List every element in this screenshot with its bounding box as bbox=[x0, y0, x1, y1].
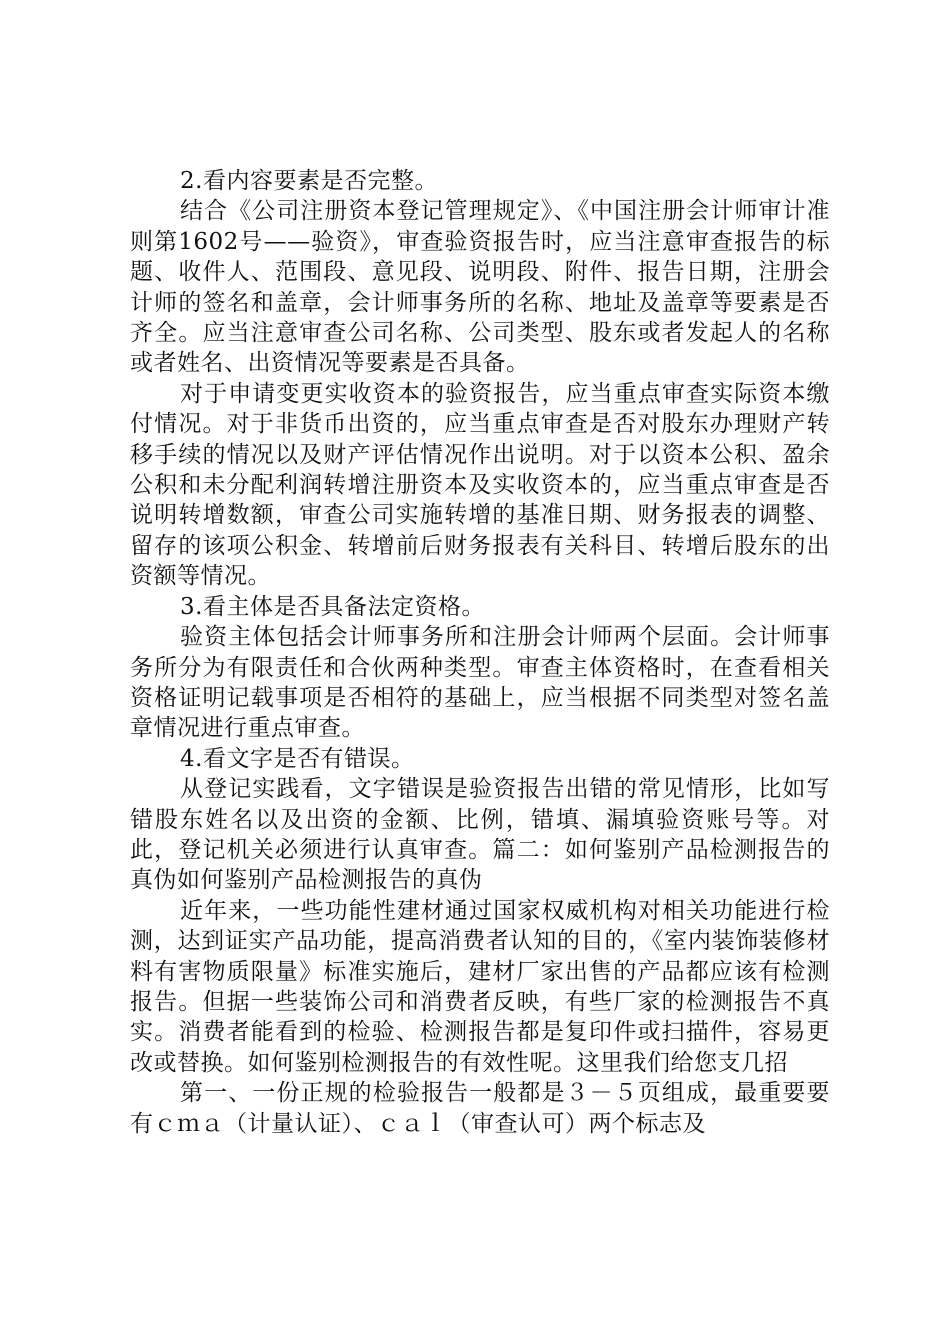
paragraph-verification-subject: 验资主体包括会计师事务所和注册会计师两个层面。会计师事务所分为有限责任和合伙两种类型。审查主体资格时，在查看相关资格证明记载事项是否相符的基础上，应当根据不同类型对签名盖章情况进行重点审查。 bbox=[130, 624, 830, 742]
paragraph-review-elements: 结合《公司注册资本登记管理规定》、《中国注册会计师审计准则第1602号——验资》，审查验资报告时，应当注意审查报告的标题、收件人、范围段、意见段、说明段、附件、报告日期，注册会计师的签名和盖章，会计师事务所的名称、地址及盖章等要素是否齐全。应当注意审查公司名称、公司类型、股东或者发起人的名称或者姓名、出资情况等要素是否具备。 bbox=[130, 198, 830, 377]
paragraph-first-tip: 第一、一份正规的检验报告一般都是３－５页组成，最重要要有ｃｍａ（计量认证）、ｃａｌ（审查认可）两个标志及 bbox=[130, 1080, 830, 1137]
paragraph-paid-in-capital: 对于申请变更实收资本的验资报告，应当重点审查实际资本缴付情况。对于非货币出资的，应当重点审查是否对股东办理财产转移手续的情况以及财产评估情况作出说明。对于以资本公积、盈余公积和未分配利润转增注册资本及实收资本的，应当重点审查是否说明转增数额，审查公司实施转增的基准日期、财务报表的调整、留存的该项公积金、转增前后财务报表有关科目、转增后股东的出资额等情况。 bbox=[130, 380, 830, 590]
paragraph-registration-practice: 从登记实践看，文字错误是验资报告出错的常见情形，比如写错股东姓名以及出资的金额、比例，错填、漏填验资账号等。对此，登记机关必须进行认真审查。篇二：如何鉴别产品检测报告的真伪如何鉴别产品检测报告的真伪 bbox=[130, 776, 830, 894]
heading-content-elements: 2.看内容要素是否完整。 bbox=[180, 168, 438, 194]
document-body bbox=[130, 166, 830, 1139]
heading-text-errors: 4.看文字是否有错误。 bbox=[180, 745, 415, 772]
paragraph-test-reports: 近年来，一些功能性建材通过国家权威机构对相关功能进行检测，达到证实产品功能，提高消费者认知的目的，《室内装饰装修材料有害物质限量》标准实施后，建材厂家出售的产品都应该有检测报告。但据一些装饰公司和消费者反映，有些厂家的检测报告不真实。消费者能看到的检验、检测报告都是复印件或扫描件，容易更改或替换。如何鉴别检测报告的有效性呢。这里我们给您支几招 bbox=[130, 897, 830, 1076]
heading-subject-qualification: 3.看主体是否具备法定资格。 bbox=[180, 593, 485, 620]
